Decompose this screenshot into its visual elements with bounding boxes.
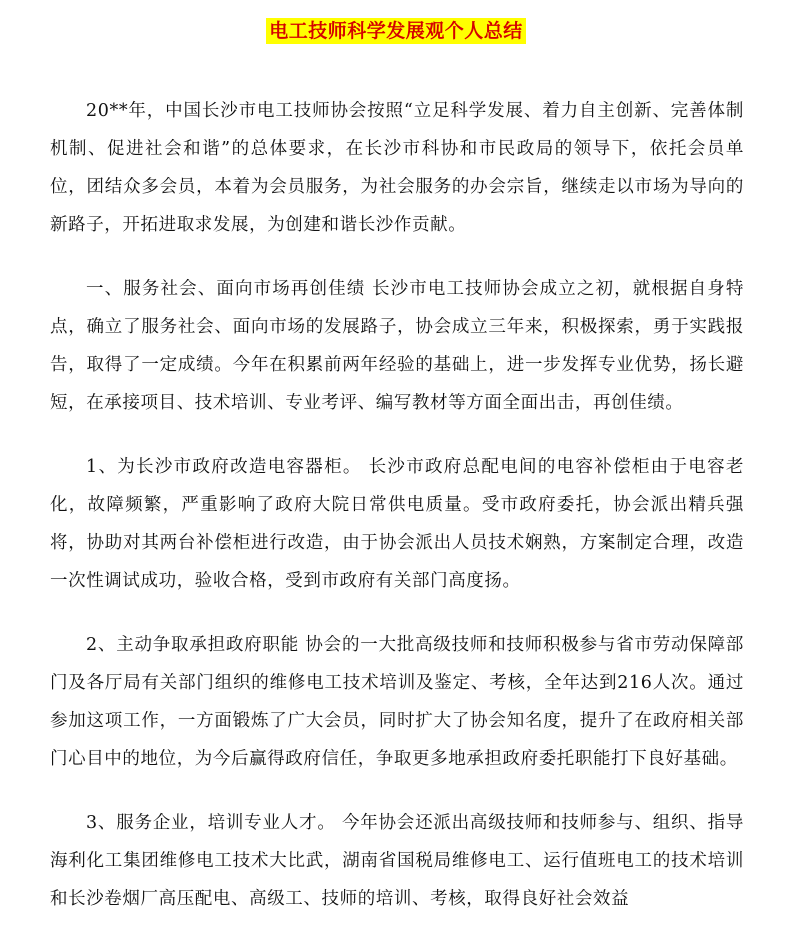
title-container: [0, 18, 792, 44]
paragraph-item-2: 2、主动争取承担政府职能 协会的一大批高级技师和技师积极参与省市劳动保障部门及各厅局有关部门组织的维修电工技术培训及鉴定、考核，全年达到216人次。通过参加这项工作，一方面锻炼了广大会员，同时扩大了协会知名度，提升了在政府相关部门心目中的地位，为今后赢得政府信任，争取更多地承担政府委托职能打下良好基础。: [50, 635, 744, 769]
paragraph-item-1: 1、为长沙市政府改造电容器柜。 长沙市政府总配电间的电容补偿柜由于电容老化，故障频繁，严重影响了政府大院日常供电质量。受市政府委托，协会派出精兵强将，协助对其两台补偿柜进行改造，由于协会派出人员技术娴熟，方案制定合理，改造一次性调试成功，验收合格，受到市政府有关部门高度扬。: [50, 457, 744, 591]
document-body: [50, 92, 744, 944]
document-title: 电工技师科学发展观个人总结: [266, 18, 526, 44]
paragraph-item-3: 3、服务企业，培训专业人才。 今年协会还派出高级技师和技师参与、组织、指导海利化工集团维修电工技术大比武，湖南省国税局维修电工、运行值班电工的技术培训和长沙卷烟厂高压配电、高级工、技师的培训、考核，取得良好社会效益: [50, 813, 744, 909]
paragraph-section-1: 一、服务社会、面向市场再创佳绩 长沙市电工技师协会成立之初，就根据自身特点，确立了服务社会、面向市场的发展路子，协会成立三年来，积极探索，勇于实践报告，取得了一定成绩。今年在积累前两年经验的基础上，进一步发挥专业优势，扬长避短，在承接项目、技术培训、专业考评、编写教材等方面全面出击，再创佳绩。: [50, 279, 744, 413]
paragraph-intro: 20**年，中国长沙市电工技师协会按照“立足科学发展、着力自主创新、完善体制机制、促进社会和谐”的总体要求，在长沙市科协和市民政局的领导下，依托会员单位，团结众多会员，本着为会员服务，为社会服务的办会宗旨，继续走以市场为导向的新路子，开拓进取求发展，为创建和谐长沙作贡献。: [50, 101, 744, 235]
